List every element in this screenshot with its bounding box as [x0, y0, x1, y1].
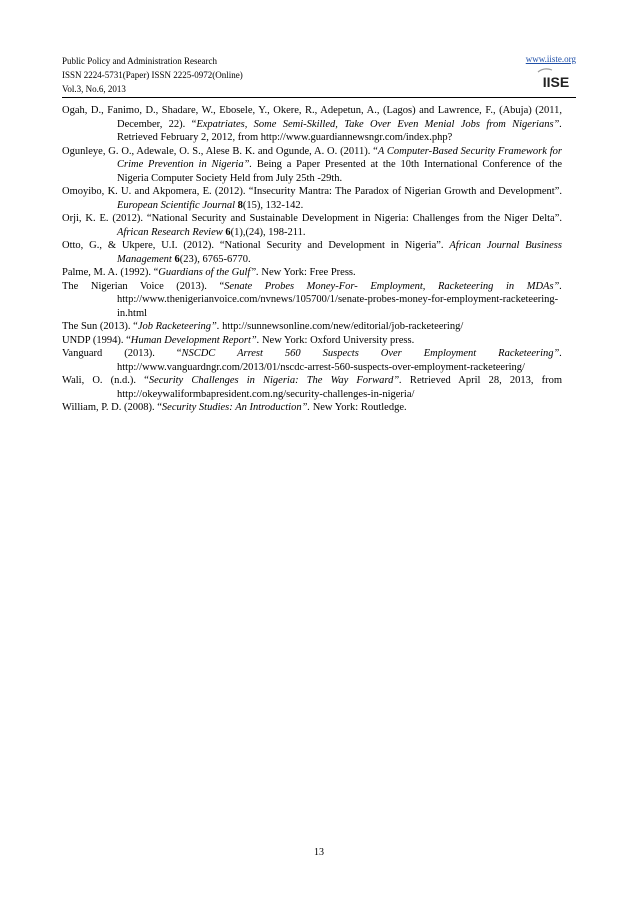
- reference-entry: Wali, O. (n.d.). “Security Challenges in Nigeria: The Way Forward”. Retrieved April 28, 2013, from http://okeywaliformbapresident.com.ng/security-challenges-in-nigeria/: [62, 375, 562, 400]
- reference-entry: The Nigerian Voice (2013). “Senate Probes Money-For- Employment, Racketeering in MDAs”. http://www.thenigerianvoice.com/nvnews/105700/1/senate-probes-money-for-employment-racketeering-in.html: [62, 280, 562, 319]
- running-header: [62, 54, 243, 96]
- logo-lettering: IISE: [542, 74, 570, 90]
- reference-entry: UNDP (1994). “Human Development Report”. New York: Oxford University press.: [62, 334, 415, 346]
- reference-entry: Omoyibo, K. U. and Akpomera, E. (2012). “Insecurity Mantra: The Paradox of Nigerian Growth and Development”. European Scientific Journal 8(15), 132-142.: [62, 186, 562, 211]
- reference-entry: William, P. D. (2008). “Security Studies: An Introduction”. New York: Routledge.: [62, 402, 407, 413]
- reference-entry: Orji, K. E. (2012). “National Security and Sustainable Development in Nigeria: Challenges from the Niger Delta”. African Research Review 6(1),(24), 198-211.: [62, 213, 562, 238]
- volume-line: Vol.3, No.6, 2013: [62, 84, 126, 94]
- reference-entry: Otto, G., & Ukpere, U.I. (2012). “National Security and Development in Nigeria”. African Journal Business Management 6(23), 6765-6770.: [62, 240, 562, 265]
- reference-entry: Palme, M. A. (1992). “Guardians of the Gulf”. New York: Free Press.: [62, 267, 356, 278]
- journal-url-link[interactable]: www.iiste.org: [525, 54, 576, 64]
- reference-list: [62, 104, 562, 415]
- iiste-logo: [536, 66, 576, 92]
- reference-entry: The Sun (2013). “Job Racketeering”. http://sunnewsonline.com/new/editorial/job-racketeering/: [62, 321, 464, 332]
- page-number: 13: [314, 847, 324, 858]
- reference-entry: Vanguard (2013). “NSCDC Arrest 560 Suspects Over Employment Racketeering”. http://www.vanguardngr.com/2013/01/nscdc-arrest-560-suspects-over-employment-racketeering/: [62, 348, 563, 373]
- reference-entry: Ogunleye, G. O., Adewale, O. S., Alese B. K. and Ogunde, A. O. (2011). “A Computer-Based Security Framework for Crime Prevention in Nigeria”. Being a Paper Presented at the 10th International Conference of the Nigeria Computer Society Held from July 25th -29th.: [62, 145, 562, 184]
- header-divider: [62, 97, 576, 98]
- journal-name: Public Policy and Administration Research: [62, 56, 217, 66]
- reference-entry: Ogah, D., Fanimo, D., Shadare, W., Ebosele, Y., Okere, R., Adepetun, A., (Lagos) and Lawrence, F., (Abuja) (2011, December, 22). “Expatriates, Some Semi-Skilled, Take Over Even Menial Jobs from Nigerians”. Retrieved February 2, 2012, from http://www.guardiannewsngr.com/index.php?: [62, 105, 563, 143]
- issn-line: ISSN 2224-5731(Paper) ISSN 2225-0972(Online): [62, 70, 243, 80]
